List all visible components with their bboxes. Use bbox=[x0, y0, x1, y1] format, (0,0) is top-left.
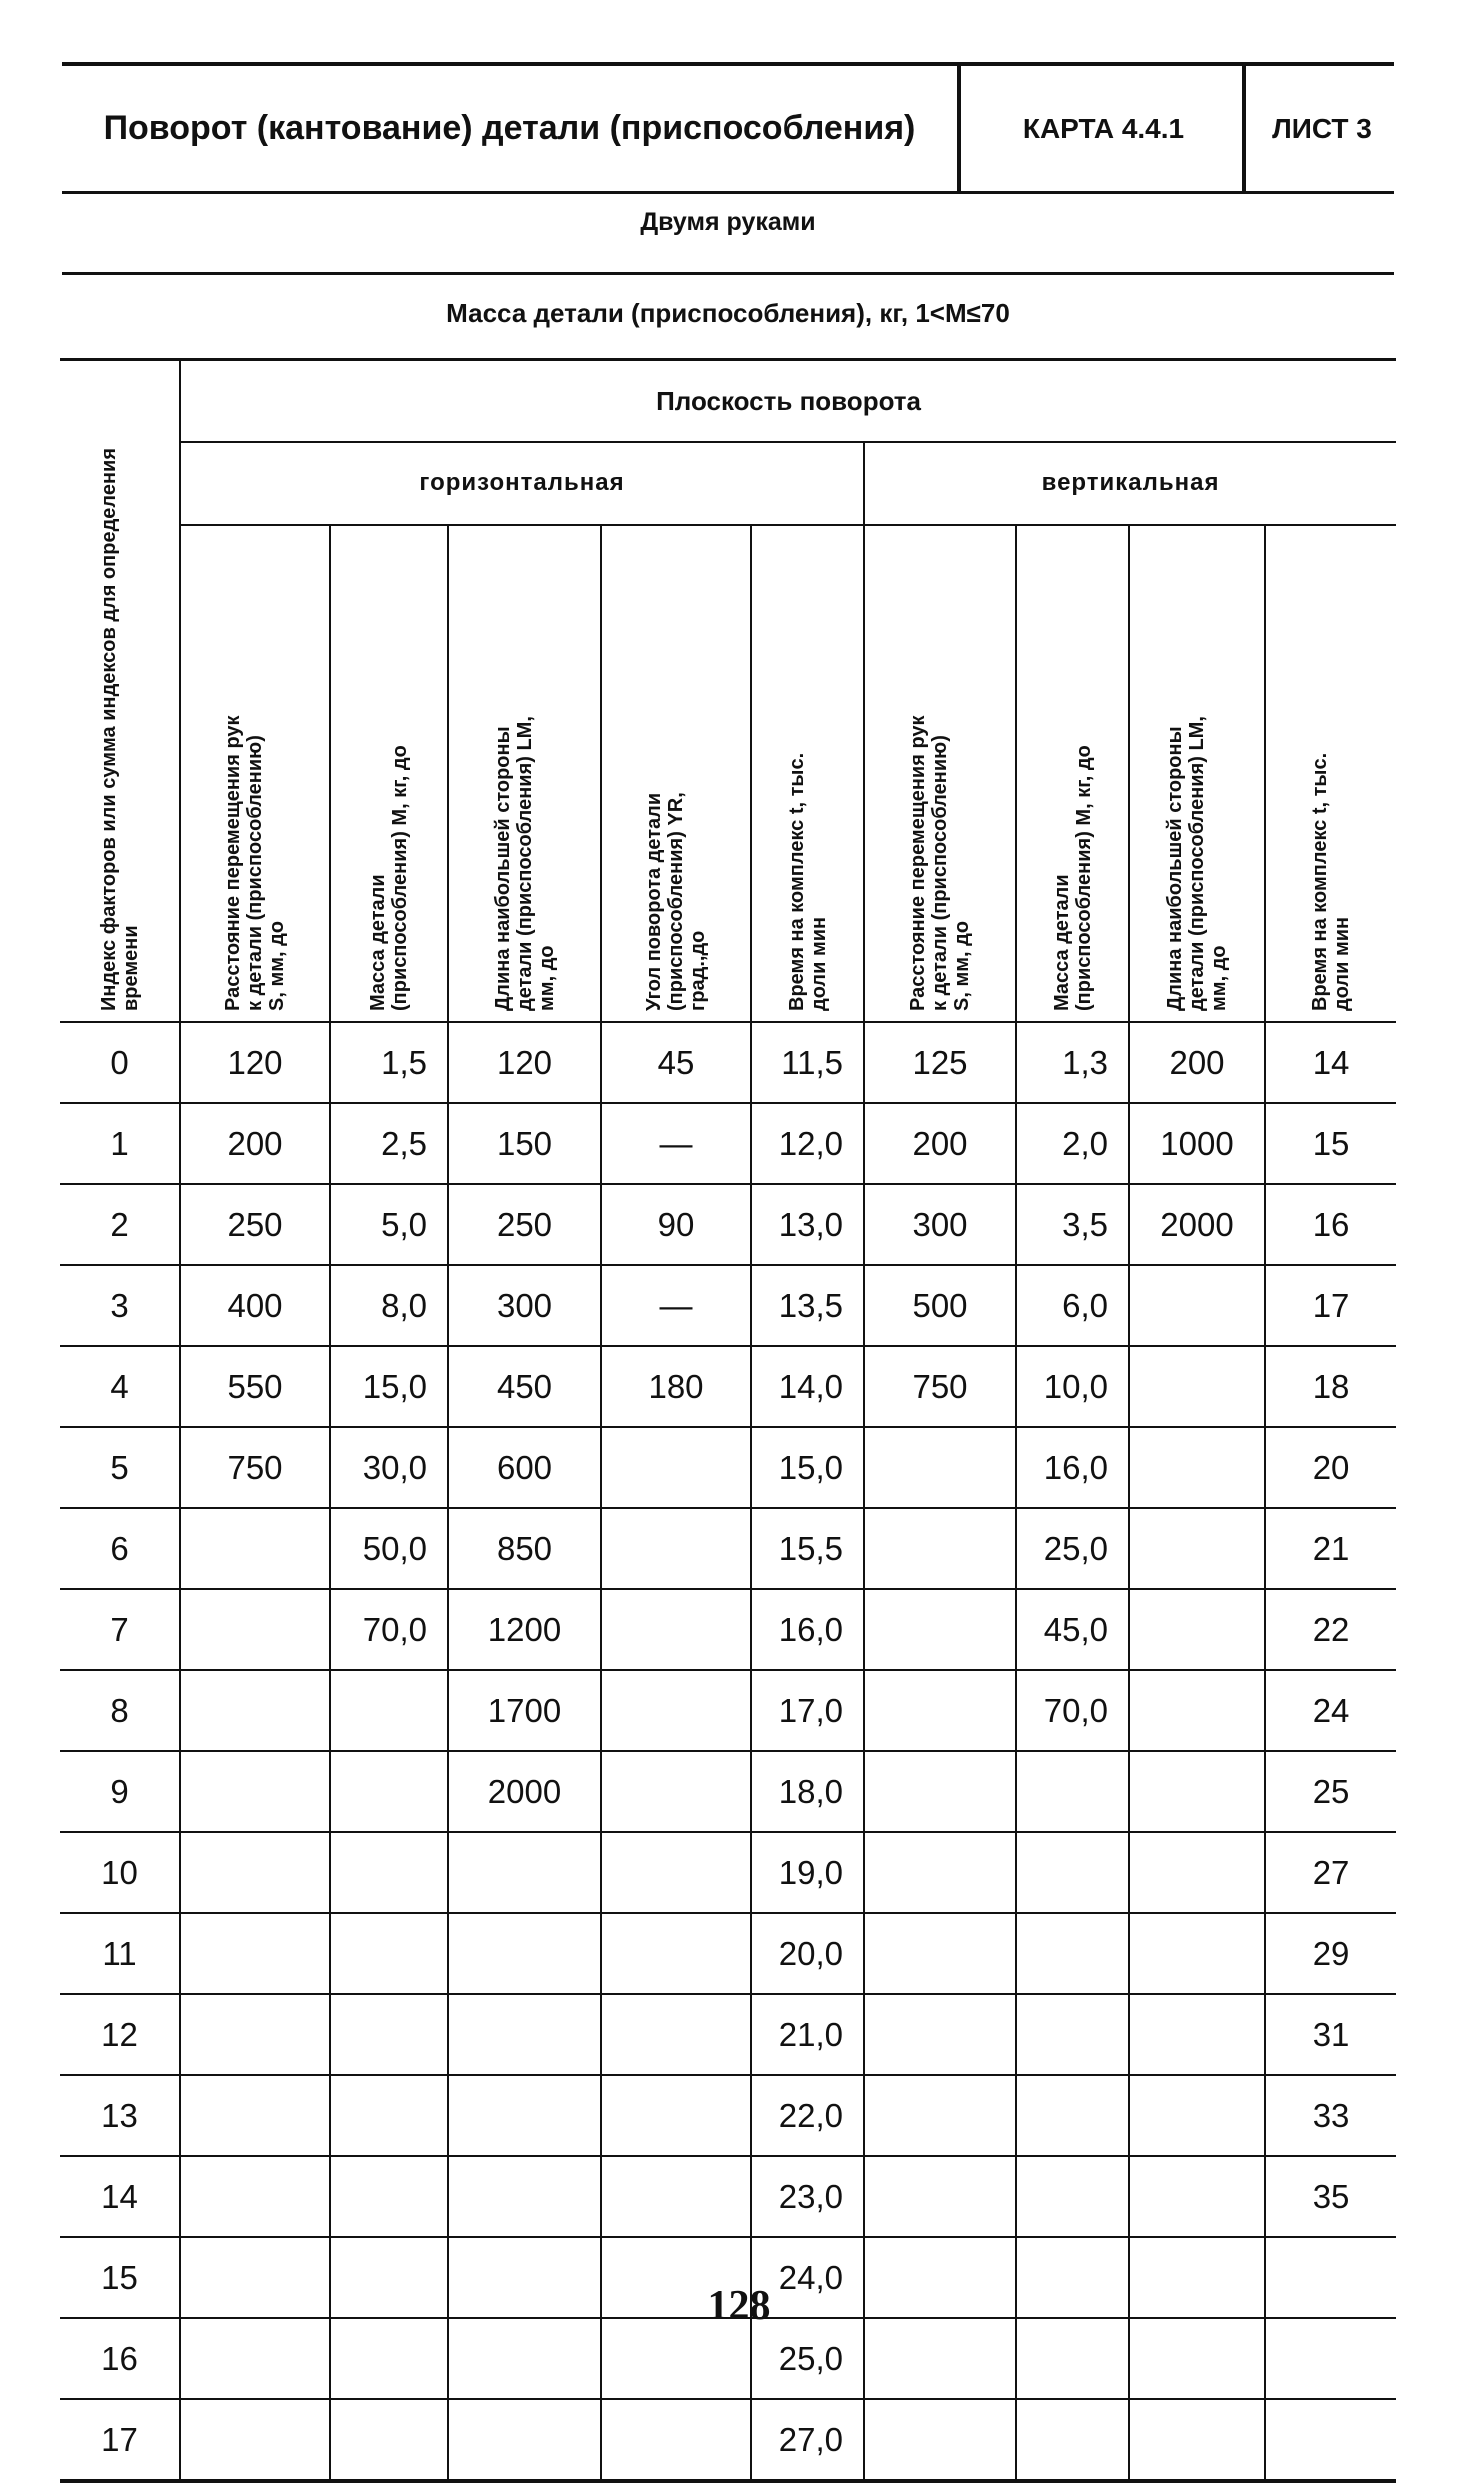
table-row bbox=[60, 1427, 1396, 1508]
table-row bbox=[60, 1670, 1396, 1751]
value-cell bbox=[180, 1913, 330, 1994]
value-cell: 2,5 bbox=[330, 1103, 448, 1184]
value-cell: 15,0 bbox=[751, 1427, 864, 1508]
value-cell: 27,0 bbox=[751, 2399, 864, 2481]
value-cell: 23,0 bbox=[751, 2156, 864, 2237]
value-cell: 12,0 bbox=[751, 1103, 864, 1184]
value-cell bbox=[1016, 2318, 1129, 2399]
index-cell: 3 bbox=[60, 1265, 180, 1346]
table-row bbox=[60, 1589, 1396, 1670]
index-cell: 1 bbox=[60, 1103, 180, 1184]
value-cell: 25 bbox=[1265, 1751, 1396, 1832]
value-cell bbox=[180, 2075, 330, 2156]
column-header: Длина наибольшей стороны детали (приспособления) LM, мм, до bbox=[448, 525, 601, 1022]
value-cell bbox=[1129, 1265, 1265, 1346]
value-cell: 850 bbox=[448, 1508, 601, 1589]
table-row bbox=[60, 1265, 1396, 1346]
value-cell: 6,0 bbox=[1016, 1265, 1129, 1346]
value-cell: 19,0 bbox=[751, 1832, 864, 1913]
value-cell: 24,0 bbox=[751, 2237, 864, 2318]
value-cell: 16 bbox=[1265, 1184, 1396, 1265]
column-header: Масса детали (приспособления) M, кг, до bbox=[330, 525, 448, 1022]
value-cell: 25,0 bbox=[751, 2318, 864, 2399]
value-cell: 25,0 bbox=[1016, 1508, 1129, 1589]
value-cell: 30,0 bbox=[330, 1427, 448, 1508]
value-cell bbox=[1016, 2156, 1129, 2237]
table-row bbox=[60, 2399, 1396, 2481]
value-cell: — bbox=[601, 1265, 751, 1346]
value-cell bbox=[1129, 2318, 1265, 2399]
index-cell: 7 bbox=[60, 1589, 180, 1670]
value-cell: 200 bbox=[1129, 1022, 1265, 1103]
value-cell: 22,0 bbox=[751, 2075, 864, 2156]
value-cell: 5,0 bbox=[330, 1184, 448, 1265]
value-cell bbox=[1265, 2318, 1396, 2399]
value-cell bbox=[330, 2318, 448, 2399]
value-cell: 2000 bbox=[448, 1751, 601, 1832]
table-row bbox=[60, 2075, 1396, 2156]
column-header: Угол поворота детали (приспособления) YR, град.,до bbox=[601, 525, 751, 1022]
value-cell bbox=[448, 2399, 601, 2481]
value-cell: 70,0 bbox=[1016, 1670, 1129, 1751]
card-number: КАРТА 4.4.1 bbox=[957, 66, 1246, 191]
value-cell: 13,5 bbox=[751, 1265, 864, 1346]
column-header: Расстояние перемещения рук к детали (приспособлению) S, мм, до bbox=[180, 525, 330, 1022]
value-cell: 250 bbox=[180, 1184, 330, 1265]
value-cell bbox=[330, 1832, 448, 1913]
column-header: Масса детали (приспособления) M, кг, до bbox=[1016, 525, 1129, 1022]
norms-table bbox=[60, 358, 1396, 2483]
value-cell bbox=[1265, 2399, 1396, 2481]
value-cell: 1000 bbox=[1129, 1103, 1265, 1184]
value-cell bbox=[1016, 1913, 1129, 1994]
value-cell bbox=[330, 2075, 448, 2156]
index-cell: 12 bbox=[60, 1994, 180, 2075]
value-cell: 200 bbox=[864, 1103, 1016, 1184]
value-cell: — bbox=[601, 1103, 751, 1184]
value-cell bbox=[1016, 1994, 1129, 2075]
table-row bbox=[60, 1346, 1396, 1427]
value-cell: 600 bbox=[448, 1427, 601, 1508]
value-cell: 20 bbox=[1265, 1427, 1396, 1508]
value-cell bbox=[448, 1913, 601, 1994]
value-cell: 2,0 bbox=[1016, 1103, 1129, 1184]
index-column-header: Индекс факторов или сумма индексов для определения времени bbox=[60, 360, 180, 1023]
value-cell bbox=[864, 1751, 1016, 1832]
hands-subtitle: Двумя руками bbox=[640, 208, 816, 236]
page-number: 128 bbox=[707, 2283, 771, 2329]
table-row bbox=[60, 2318, 1396, 2399]
value-cell bbox=[864, 2318, 1016, 2399]
value-cell: 15,0 bbox=[330, 1346, 448, 1427]
index-cell: 10 bbox=[60, 1832, 180, 1913]
table-row bbox=[60, 1103, 1396, 1184]
value-cell bbox=[864, 1670, 1016, 1751]
value-cell bbox=[601, 1427, 751, 1508]
value-cell: 16,0 bbox=[751, 1589, 864, 1670]
column-headers-row bbox=[60, 525, 1396, 1022]
value-cell bbox=[180, 2318, 330, 2399]
table-row bbox=[60, 1022, 1396, 1103]
table-row bbox=[60, 1751, 1396, 1832]
value-cell bbox=[864, 1913, 1016, 1994]
value-cell: 16,0 bbox=[1016, 1427, 1129, 1508]
value-cell: 13,0 bbox=[751, 1184, 864, 1265]
value-cell: 24 bbox=[1265, 1670, 1396, 1751]
value-cell bbox=[1129, 1427, 1265, 1508]
table-row bbox=[60, 1994, 1396, 2075]
value-cell bbox=[601, 2318, 751, 2399]
value-cell bbox=[1016, 2075, 1129, 2156]
value-cell bbox=[1129, 1751, 1265, 1832]
column-header: Время на комплекс t, тыс. доли мин bbox=[751, 525, 864, 1022]
value-cell: 45 bbox=[601, 1022, 751, 1103]
value-cell: 180 bbox=[601, 1346, 751, 1427]
value-cell bbox=[601, 1832, 751, 1913]
value-cell: 120 bbox=[180, 1022, 330, 1103]
table-row bbox=[60, 1184, 1396, 1265]
value-cell: 27 bbox=[1265, 1832, 1396, 1913]
value-cell bbox=[864, 2075, 1016, 2156]
value-cell: 750 bbox=[864, 1346, 1016, 1427]
divider bbox=[62, 272, 1394, 275]
value-cell: 22 bbox=[1265, 1589, 1396, 1670]
value-cell bbox=[180, 2156, 330, 2237]
value-cell bbox=[1016, 1832, 1129, 1913]
sheet-number: ЛИСТ 3 bbox=[1242, 66, 1398, 191]
value-cell: 21 bbox=[1265, 1508, 1396, 1589]
value-cell: 29 bbox=[1265, 1913, 1396, 1994]
value-cell bbox=[330, 1670, 448, 1751]
index-cell: 9 bbox=[60, 1751, 180, 1832]
value-cell: 750 bbox=[180, 1427, 330, 1508]
value-cell: 90 bbox=[601, 1184, 751, 1265]
value-cell bbox=[864, 1508, 1016, 1589]
value-cell bbox=[448, 2318, 601, 2399]
value-cell: 1,5 bbox=[330, 1022, 448, 1103]
vertical-header: вертикальная bbox=[864, 442, 1396, 524]
value-cell: 14 bbox=[1265, 1022, 1396, 1103]
index-cell: 2 bbox=[60, 1184, 180, 1265]
card-header bbox=[62, 62, 1394, 194]
value-cell bbox=[601, 2156, 751, 2237]
index-cell: 8 bbox=[60, 1670, 180, 1751]
index-cell: 4 bbox=[60, 1346, 180, 1427]
value-cell bbox=[180, 1832, 330, 1913]
value-cell bbox=[1129, 1913, 1265, 1994]
value-cell bbox=[1129, 1508, 1265, 1589]
index-cell: 11 bbox=[60, 1913, 180, 1994]
value-cell: 150 bbox=[448, 1103, 601, 1184]
value-cell bbox=[864, 2399, 1016, 2481]
table-row bbox=[60, 1508, 1396, 1589]
column-header: Время на комплекс t, тыс. доли мин bbox=[1265, 525, 1396, 1022]
value-cell bbox=[864, 2156, 1016, 2237]
index-cell: 0 bbox=[60, 1022, 180, 1103]
value-cell bbox=[601, 1589, 751, 1670]
value-cell bbox=[448, 1832, 601, 1913]
value-cell: 31 bbox=[1265, 1994, 1396, 2075]
index-cell: 17 bbox=[60, 2399, 180, 2481]
value-cell: 18 bbox=[1265, 1346, 1396, 1427]
value-cell: 21,0 bbox=[751, 1994, 864, 2075]
table-row bbox=[60, 1913, 1396, 1994]
index-cell: 6 bbox=[60, 1508, 180, 1589]
value-cell: 15,5 bbox=[751, 1508, 864, 1589]
value-cell bbox=[601, 1670, 751, 1751]
card-title: Поворот (кантование) детали (приспособления) bbox=[103, 109, 916, 147]
index-cell: 16 bbox=[60, 2318, 180, 2399]
value-cell bbox=[330, 1751, 448, 1832]
value-cell: 125 bbox=[864, 1022, 1016, 1103]
value-cell bbox=[601, 2075, 751, 2156]
value-cell bbox=[601, 1994, 751, 2075]
column-header: Расстояние перемещения рук к детали (приспособлению) S, мм, до bbox=[864, 525, 1016, 1022]
value-cell: 50,0 bbox=[330, 1508, 448, 1589]
index-cell: 15 bbox=[60, 2237, 180, 2318]
value-cell: 400 bbox=[180, 1265, 330, 1346]
value-cell: 17,0 bbox=[751, 1670, 864, 1751]
value-cell: 2000 bbox=[1129, 1184, 1265, 1265]
value-cell: 17 bbox=[1265, 1265, 1396, 1346]
value-cell bbox=[1129, 1994, 1265, 2075]
value-cell bbox=[180, 1751, 330, 1832]
value-cell: 1700 bbox=[448, 1670, 601, 1751]
value-cell: 300 bbox=[448, 1265, 601, 1346]
value-cell bbox=[601, 2399, 751, 2481]
value-cell bbox=[1129, 1832, 1265, 1913]
value-cell bbox=[330, 2156, 448, 2237]
value-cell bbox=[1016, 1751, 1129, 1832]
value-cell bbox=[864, 1589, 1016, 1670]
value-cell: 450 bbox=[448, 1346, 601, 1427]
value-cell bbox=[1129, 2156, 1265, 2237]
value-cell bbox=[180, 1589, 330, 1670]
value-cell: 500 bbox=[864, 1265, 1016, 1346]
value-cell bbox=[1129, 2075, 1265, 2156]
table-row bbox=[60, 2156, 1396, 2237]
value-cell bbox=[864, 1994, 1016, 2075]
value-cell bbox=[601, 1913, 751, 1994]
value-cell bbox=[1129, 1670, 1265, 1751]
value-cell bbox=[180, 2399, 330, 2481]
value-cell bbox=[180, 1994, 330, 2075]
value-cell: 3,5 bbox=[1016, 1184, 1129, 1265]
value-cell: 11,5 bbox=[751, 1022, 864, 1103]
value-cell bbox=[448, 1994, 601, 2075]
value-cell bbox=[1129, 1589, 1265, 1670]
value-cell bbox=[864, 1832, 1016, 1913]
value-cell: 15 bbox=[1265, 1103, 1396, 1184]
value-cell: 550 bbox=[180, 1346, 330, 1427]
index-cell: 14 bbox=[60, 2156, 180, 2237]
value-cell: 14,0 bbox=[751, 1346, 864, 1427]
value-cell: 120 bbox=[448, 1022, 601, 1103]
value-cell: 1200 bbox=[448, 1589, 601, 1670]
value-cell: 10,0 bbox=[1016, 1346, 1129, 1427]
value-cell bbox=[1129, 2399, 1265, 2481]
plane-header: Плоскость поворота bbox=[180, 360, 1396, 443]
value-cell bbox=[1129, 1346, 1265, 1427]
value-cell: 1,3 bbox=[1016, 1022, 1129, 1103]
value-cell: 250 bbox=[448, 1184, 601, 1265]
value-cell: 300 bbox=[864, 1184, 1016, 1265]
value-cell: 35 bbox=[1265, 2156, 1396, 2237]
value-cell: 18,0 bbox=[751, 1751, 864, 1832]
value-cell: 33 bbox=[1265, 2075, 1396, 2156]
value-cell bbox=[448, 2075, 601, 2156]
horizontal-header: горизонтальная bbox=[180, 442, 864, 524]
column-header: Длина наибольшей стороны детали (приспособления) LM, мм, до bbox=[1129, 525, 1265, 1022]
value-cell bbox=[180, 1670, 330, 1751]
value-cell bbox=[330, 1913, 448, 1994]
value-cell bbox=[330, 2399, 448, 2481]
value-cell: 70,0 bbox=[330, 1589, 448, 1670]
value-cell bbox=[448, 2156, 601, 2237]
value-cell bbox=[1016, 2399, 1129, 2481]
value-cell: 200 bbox=[180, 1103, 330, 1184]
mass-range-caption: Масса детали (приспособления), кг, 1<M≤70 bbox=[446, 298, 1010, 328]
value-cell bbox=[601, 1751, 751, 1832]
index-cell: 13 bbox=[60, 2075, 180, 2156]
table-row bbox=[60, 1832, 1396, 1913]
value-cell: 45,0 bbox=[1016, 1589, 1129, 1670]
table-body bbox=[60, 1022, 1396, 2481]
value-cell: 20,0 bbox=[751, 1913, 864, 1994]
value-cell: 8,0 bbox=[330, 1265, 448, 1346]
value-cell bbox=[180, 1508, 330, 1589]
value-cell bbox=[864, 1427, 1016, 1508]
value-cell bbox=[330, 1994, 448, 2075]
index-cell: 5 bbox=[60, 1427, 180, 1508]
value-cell bbox=[601, 1508, 751, 1589]
